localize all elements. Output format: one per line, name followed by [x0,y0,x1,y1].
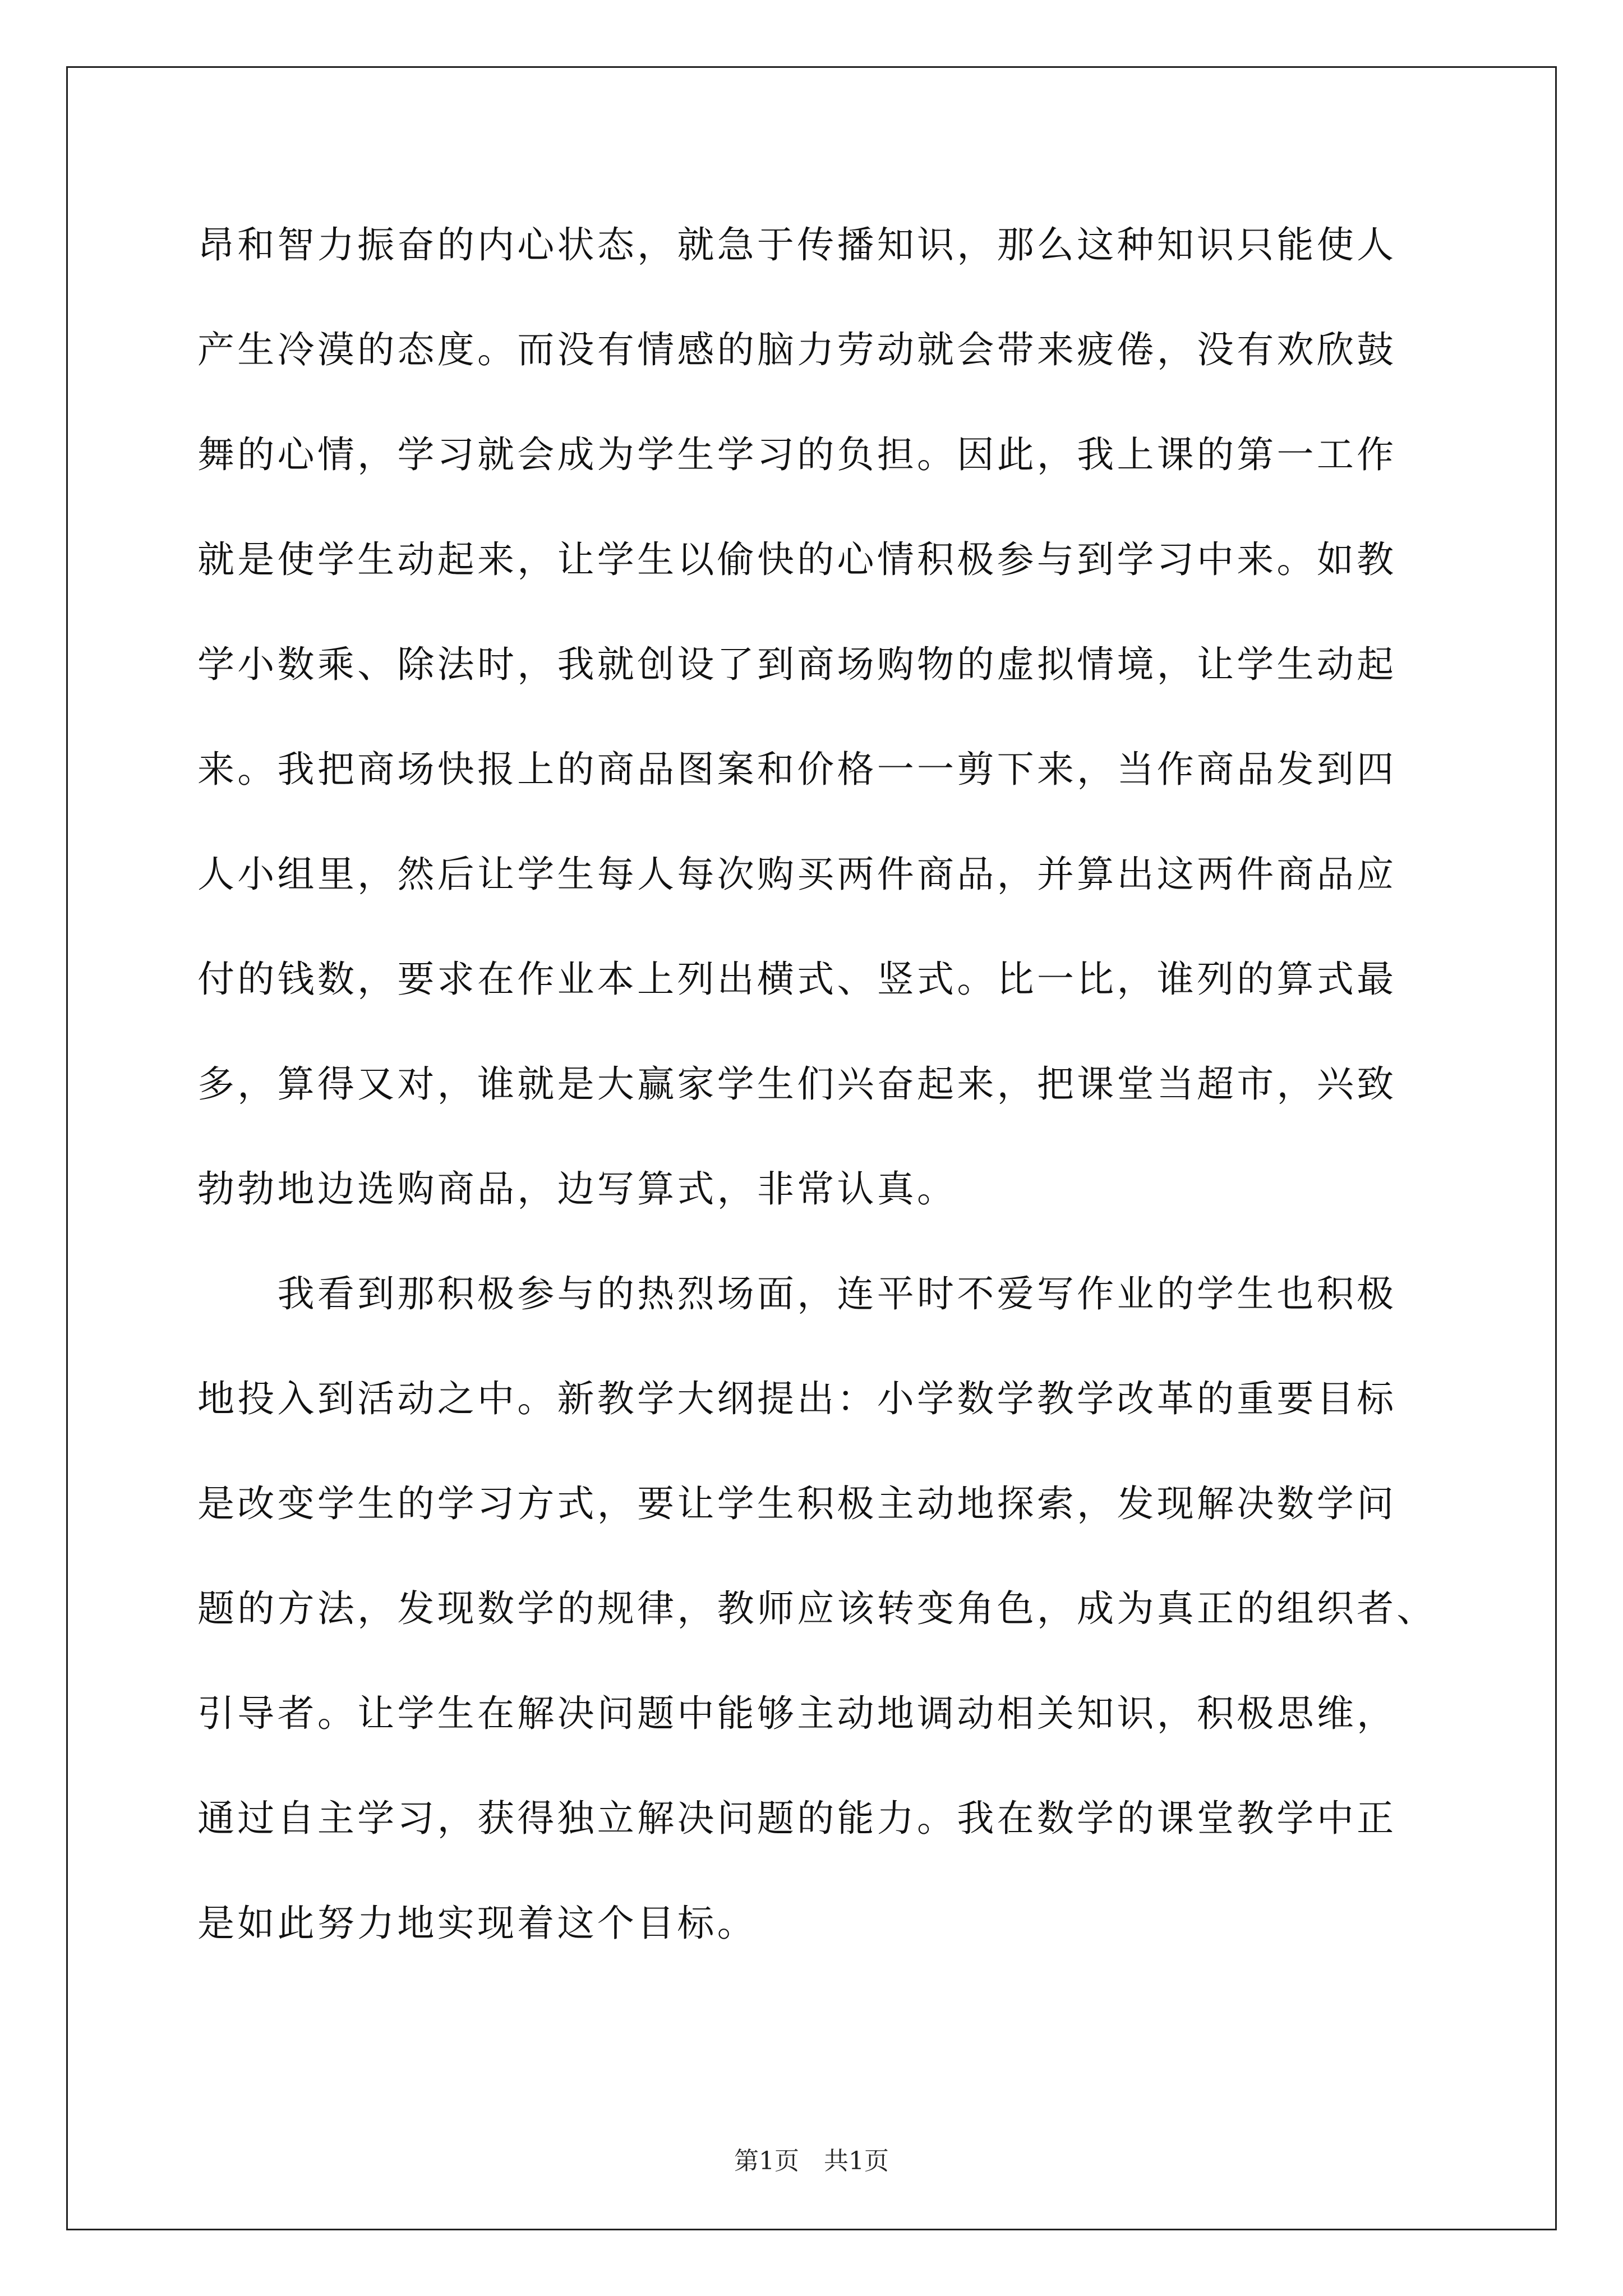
text-line: 我看到那积极参与的热烈场面，连平时不爱写作业的学生也积极 [197,1272,1397,1315]
text-line: 题的方法，发现数学的规律，教师应该转变角色，成为真正的组织者、 [197,1587,1437,1630]
text-line: 多，算得又对，谁就是大赢家学生们兴奋起来，把课堂当超市，兴致 [197,1062,1397,1106]
text-line: 付的钱数，要求在作业本上列出横式、竖式。比一比，谁列的算式最 [197,958,1397,1001]
page-number-footer: 第1页 共1页 [734,2147,889,2175]
text-line: 是改变学生的学习方式，要让学生积极主动地探索，发现解决数学问 [197,1482,1397,1525]
text-line: 来。我把商场快报上的商品图案和价格一一剪下来，当作商品发到四 [197,748,1397,791]
text-line: 就是使学生动起来，让学生以偷快的心情积极参与到学习中来。如教 [197,538,1397,581]
text-line: 勃勃地边选购商品，边写算式，非常认真。 [197,1167,957,1211]
text-line: 昂和智力振奋的内心状态，就急于传播知识，那么这种知识只能使人 [197,223,1397,266]
text-line: 学小数乘、除法时，我就创设了到商场购物的虚拟情境，让学生动起 [197,643,1397,686]
text-line: 人小组里，然后让学生每人每次购买两件商品，并算出这两件商品应 [197,853,1397,896]
text-line: 舞的心情，学习就会成为学生学习的负担。因此，我上课的第一工作 [197,433,1397,476]
text-line: 通过自主学习，获得独立解决问题的能力。我在数学的课堂教学中正 [197,1797,1397,1840]
text-line: 产生冷漠的态度。而没有情感的脑力劳动就会带来疲倦，没有欢欣鼓 [197,328,1397,371]
text-line: 地投入到活动之中。新教学大纲提出：小学数学教学改革的重要目标 [197,1377,1397,1420]
text-line: 是如此努力地实现着这个目标。 [197,1902,757,1945]
text-line: 引导者。让学生在解决问题中能够主动地调动相关知识，积极思维， [197,1692,1397,1735]
